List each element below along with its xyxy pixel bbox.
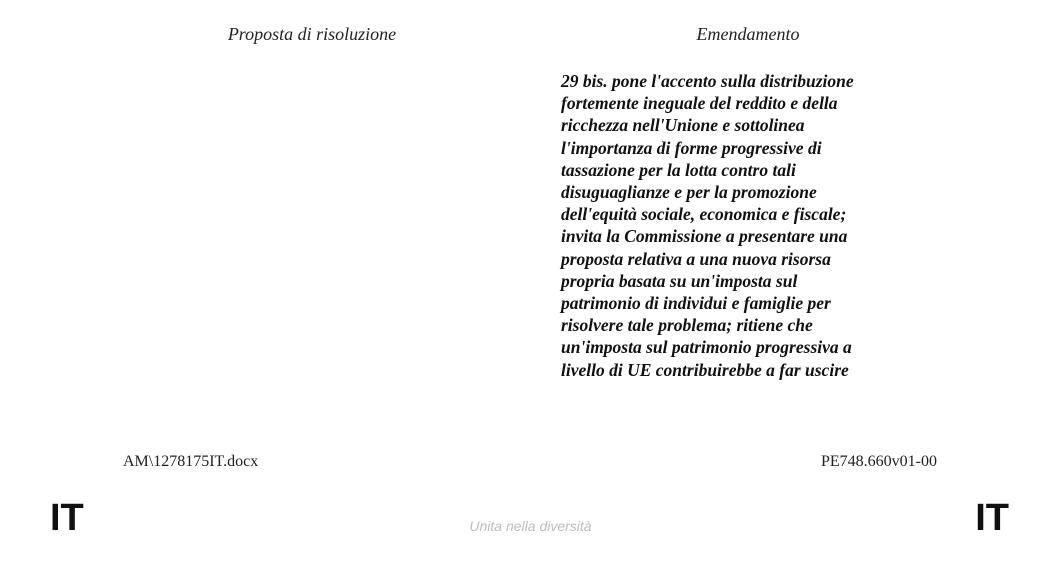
- language-code-left: IT: [50, 497, 84, 539]
- column-header-amendment: Emendamento: [696, 24, 800, 44]
- amendment-line: un'imposta sul patrimonio progressiva a: [561, 337, 852, 358]
- motto: Unita nella diversità: [469, 518, 592, 534]
- amendment-line: 29 bis. pone l'accento sulla distribuzione: [561, 71, 854, 91]
- pe-number: PE748.660v01-00: [821, 453, 937, 470]
- amendment-line: dell'equità sociale, economica e fiscale;: [561, 204, 847, 225]
- amendment-line: livello di UE contribuirebbe a far uscire: [561, 359, 849, 380]
- amendment-text: [561, 70, 961, 381]
- language-code-right: IT: [975, 497, 1009, 539]
- amendment-line: fortemente ineguale del reddito e della: [561, 93, 838, 114]
- document-reference: AM\1278175IT.docx: [123, 453, 259, 470]
- amendment-line: l'importanza di forme progressive di: [561, 137, 822, 158]
- amendment-line: propria basata su un'imposta sul: [561, 270, 798, 291]
- amendment-line: invita la Commissione a presentare una: [561, 226, 848, 247]
- amendment-line: risolvere tale problema; ritiene che: [561, 315, 813, 336]
- amendment-line: disuguaglianze e per la promozione: [561, 182, 817, 203]
- amendment-line: tassazione per la lotta contro tali: [561, 159, 796, 180]
- amendment-line: proposta relativa a una nuova risorsa: [561, 248, 831, 269]
- column-header-proposal: Proposta di risoluzione: [227, 24, 397, 44]
- amendment-line: ricchezza nell'Unione e sottolinea: [561, 115, 805, 136]
- amendment-line: patrimonio di individui e famiglie per: [561, 293, 831, 314]
